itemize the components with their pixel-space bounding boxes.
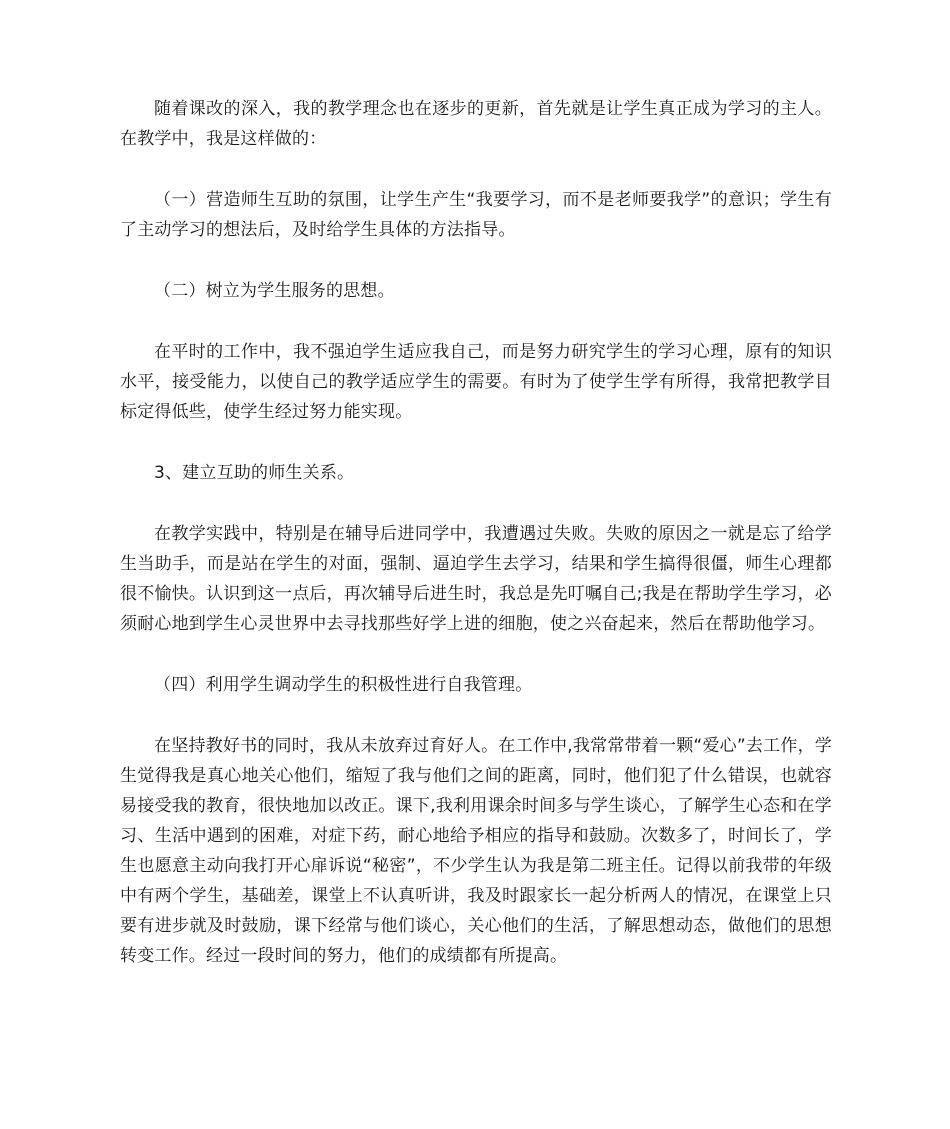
document-body <box>120 94 832 971</box>
paragraph-intro: 随着课改的深入，我的教学理念也在逐步的更新，首先就是让学生真正成为学习的主人。在教学中，我是这样做的： <box>120 99 832 149</box>
paragraph-section-4-heading: （四）利用学生调动学生的积极性进行自我管理。 <box>154 675 533 695</box>
paragraph-section-1: （一）营造师生互助的氛围，让学生产生“我要学习，而不是老师要我学”的意识；学生有了主动学习的想法后，及时给学生具体的方法指导。 <box>120 190 832 240</box>
paragraph-section-3-body: 在教学实践中，特别是在辅导后进同学中，我遭遇过失败。失败的原因之一就是忘了给学生当助手，而是站在学生的对面，强制、逼迫学生去学习，结果和学生搞得很僵，师生心理都很不愉快。认识到这一点后，再次辅导后进生时，我总是先叮嘱自己;我是在帮助学生学习，必须耐心地到学生心灵世界中去寻找那些好学上进的细胞，使之兴奋起来，然后在帮助他学习。 <box>120 524 832 634</box>
paragraph-section-3-heading: 3、建立互助的师生关系。 <box>154 463 355 483</box>
paragraph-section-2-body: 在平时的工作中，我不强迫学生适应我自己，而是努力研究学生的学习心理，原有的知识水平，接受能力，以使自己的教学适应学生的需要。有时为了使学生学有所得，我常把教学目标定得低些，使学生经过努力能实现。 <box>120 342 832 422</box>
paragraph-section-4-body: 在坚持教好书的同时，我从未放弃过育好人。在工作中,我常常带着一颗“爱心”去工作，学生觉得我是真心地关心他们，缩短了我与他们之间的距离，同时，他们犯了什么错误，也就容易接受我的教育，很快地加以改正。课下,我利用课余时间多与学生谈心，了解学生心态和在学习、生活中遇到的困难，对症下药，耐心地给予相应的指导和鼓励。次数多了，时间长了，学生也愿意主动向我打开心扉诉说“秘密”，不少学生认为我是第二班主任。记得以前我带的年级中有两个学生，基础差，课堂上不认真听讲，我及时跟家长一起分析两人的情况，在课堂上只要有进步就及时鼓励，课下经常与他们谈心，关心他们的生活，了解思想动态，做他们的思想转变工作。经过一段时间的努力，他们的成绩都有所提高。 <box>120 736 832 966</box>
paragraph-section-2-heading: （二）树立为学生服务的思想。 <box>154 281 395 301</box>
